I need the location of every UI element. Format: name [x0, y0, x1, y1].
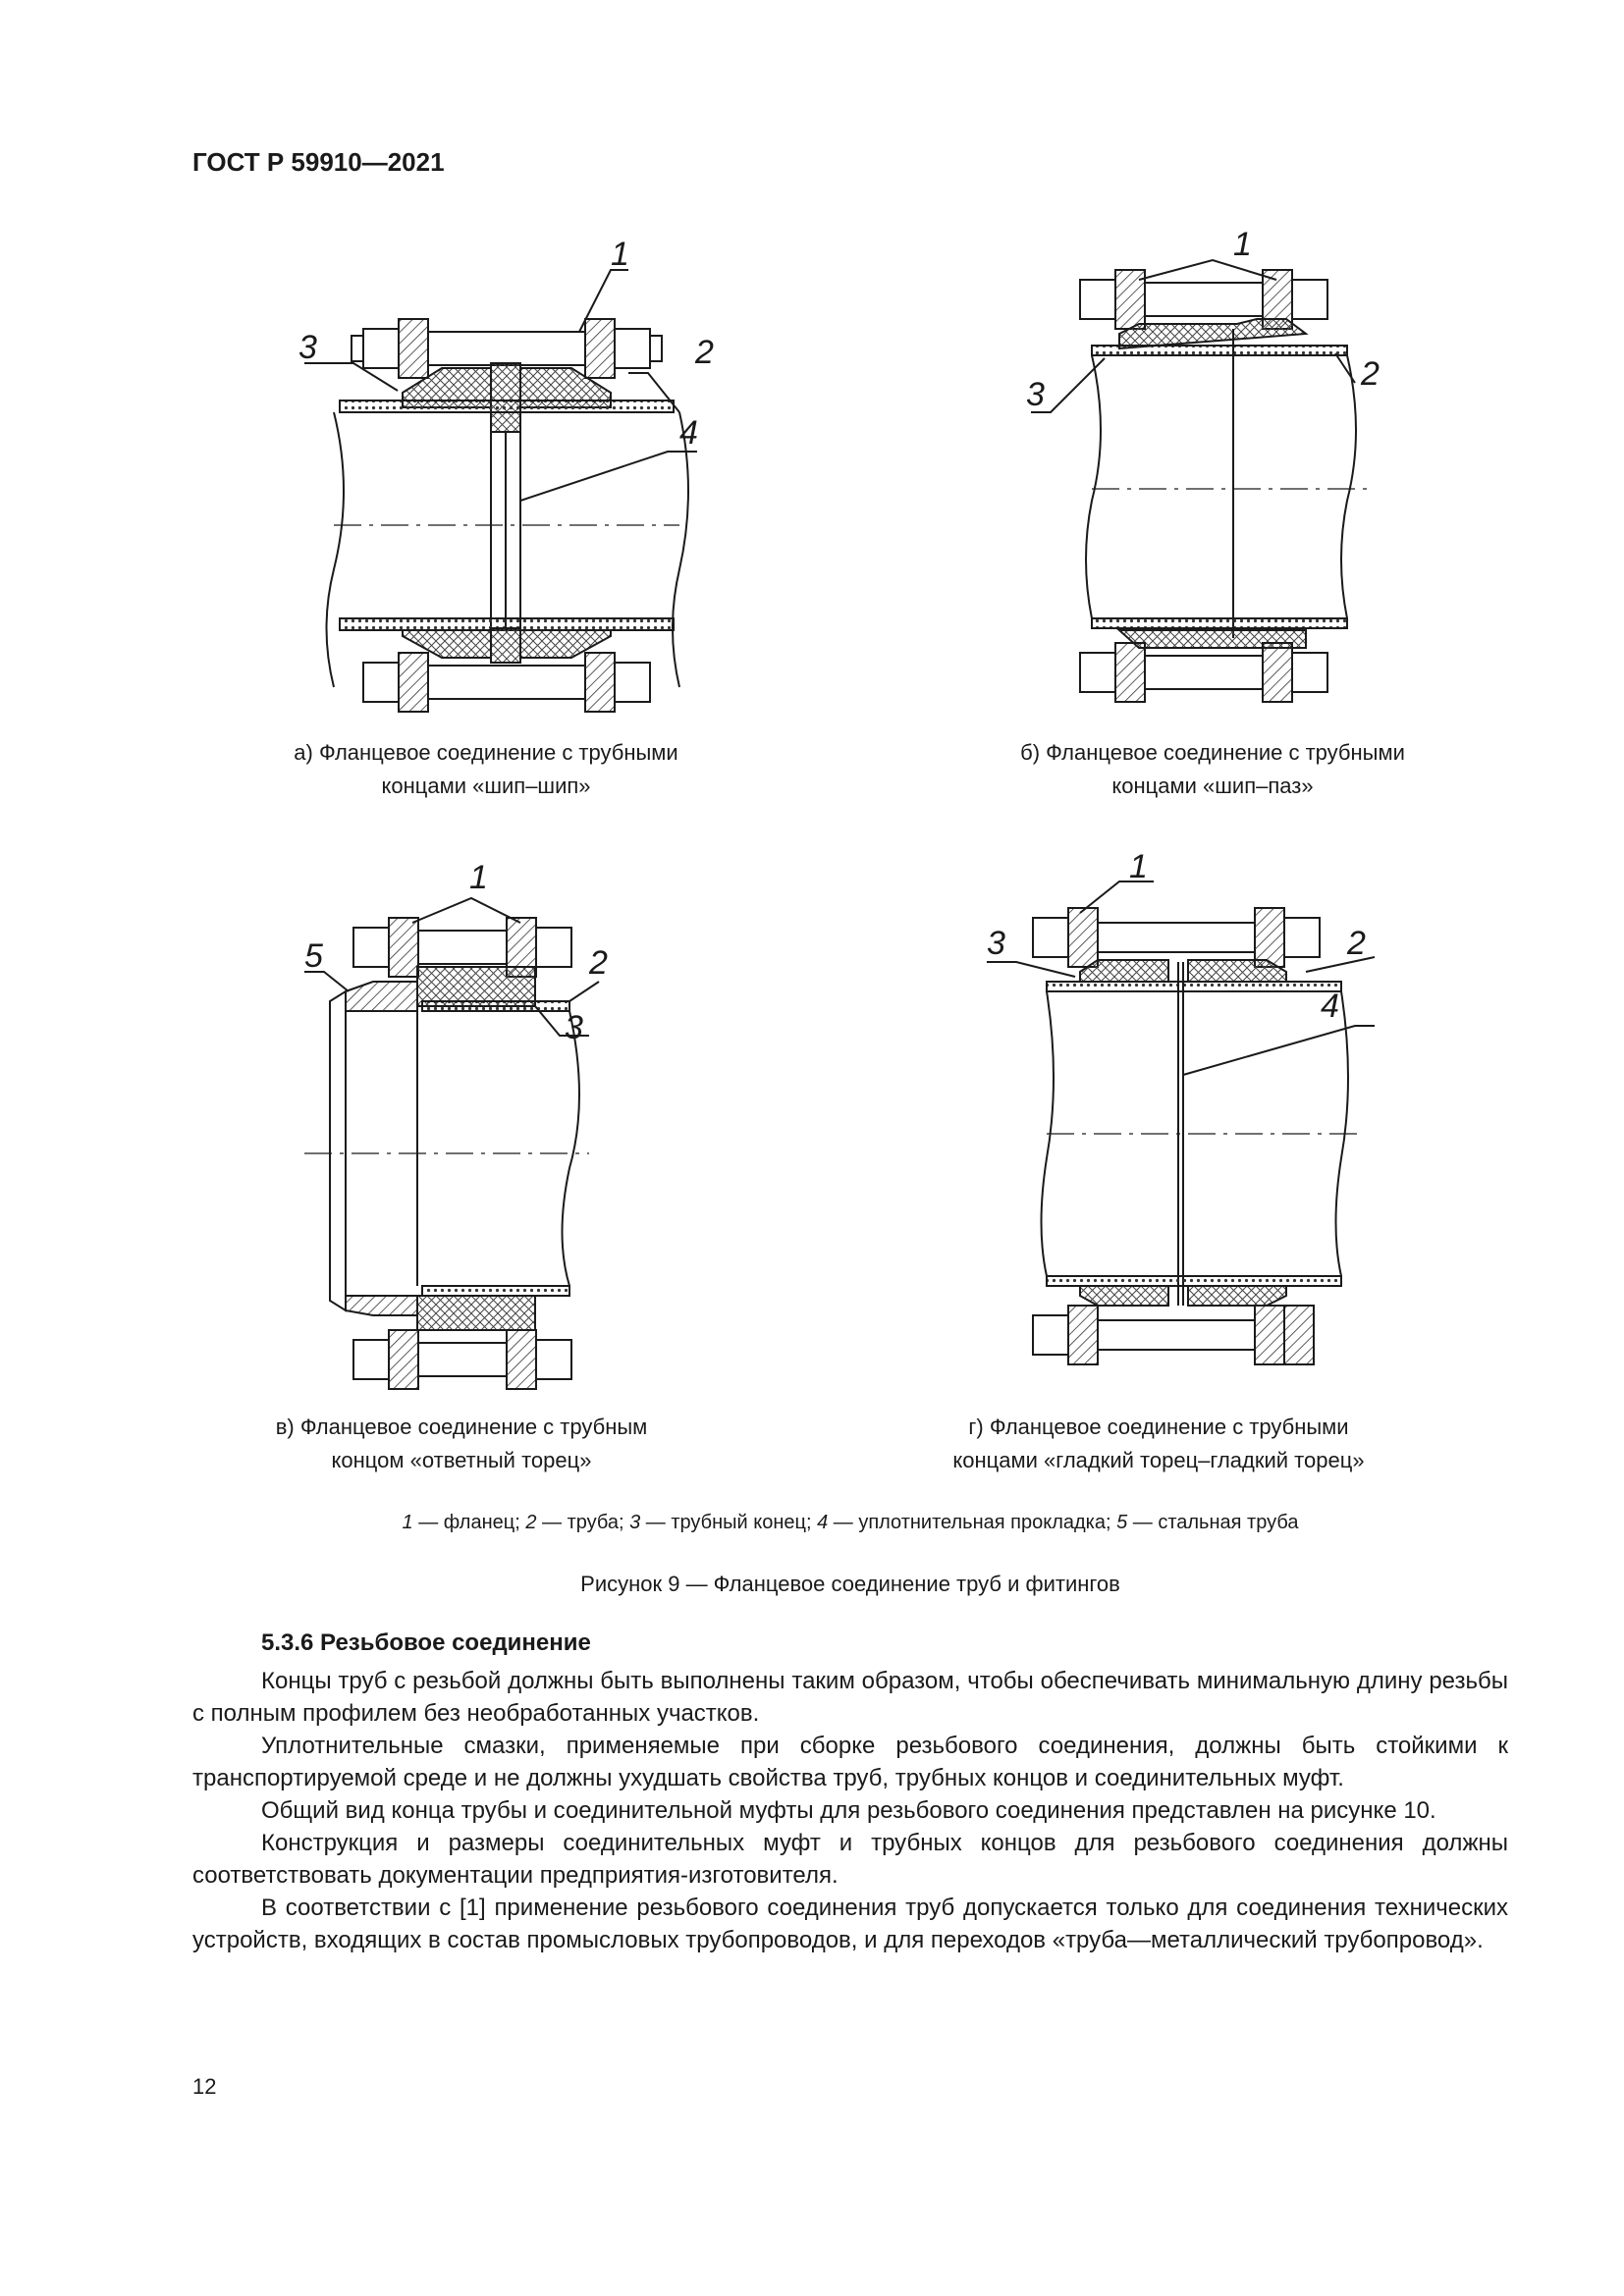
fig-d-label-1: 1: [1129, 848, 1148, 885]
figure-c-caption: в) Фланцевое соединение с трубным концом «ответный торец»: [275, 1415, 648, 1472]
paragraph: Конструкция и размеры соединительных муфт и трубных концов для резьбового соединения должны соответствовать документации предприятия-изготовителя.: [192, 1830, 1508, 1889]
figure-d: [982, 844, 1414, 1379]
fig-a-label-2: 2: [695, 334, 714, 371]
figure-d-caption: г) Фланцевое соединение с трубными концами «гладкий торец–гладкий торец»: [952, 1415, 1365, 1472]
figure-b-caption: б) Фланцевое соединение с трубными концами «шип–паз»: [1020, 740, 1405, 798]
figure-d-drawing: [982, 844, 1414, 1374]
section-5-3-6: [192, 1628, 1508, 1956]
figure-c: [295, 854, 648, 1409]
document-header: ГОСТ Р 59910—2021: [192, 147, 445, 177]
fig-c-label-3: 3: [565, 1009, 583, 1046]
fig-b-label-3: 3: [1026, 376, 1045, 413]
figure-a-drawing: [295, 226, 746, 726]
fig-d-label-4: 4: [1321, 988, 1339, 1025]
paragraph: Общий вид конца трубы и соединительной муфты для резьбового соединения представлен на рисунке 10.: [261, 1797, 1436, 1824]
section-heading: 5.3.6 Резьбовое соединение: [261, 1629, 591, 1656]
fig-a-label-1: 1: [611, 236, 629, 273]
fig-b-label-2: 2: [1361, 355, 1380, 393]
fig-c-label-2: 2: [589, 944, 608, 982]
fig-c-label-1: 1: [469, 859, 488, 896]
fig-d-label-3: 3: [987, 925, 1005, 962]
figure-title: Рисунок 9 — Фланцевое соединение труб и фитингов: [580, 1572, 1120, 1596]
figure-a-caption: а) Фланцевое соединение с трубными концами «шип–шип»: [294, 740, 678, 798]
figure-c-drawing: [295, 854, 648, 1404]
paragraph: В соответствии с [1] применение резьбового соединения труб допускается только для соединения технических устройств, входящих в состав промысловых трубопроводов, и для переходов «труба—металлический трубопровод».: [192, 1895, 1508, 1953]
fig-c-label-5: 5: [304, 937, 323, 975]
figure-b-drawing: [1011, 226, 1424, 707]
figure-b: [1011, 226, 1424, 712]
paragraph: Уплотнительные смазки, применяемые при сборке резьбового соединения, должны быть стойкими к транспортируемой среде и не должны ухудшать свойства труб, трубных концов и соединительных муфт.: [192, 1733, 1508, 1791]
fig-a-label-4: 4: [679, 414, 698, 452]
paragraph: Концы труб с резьбой должны быть выполнены таким образом, чтобы обеспечивать минимальную длину резьбы с полным профилем без необработанных участков.: [192, 1668, 1508, 1727]
page-number: 12: [192, 2074, 217, 2099]
figure-a: [295, 226, 746, 731]
fig-b-label-1: 1: [1233, 226, 1252, 263]
fig-a-label-3: 3: [298, 329, 317, 366]
fig-d-label-2: 2: [1347, 925, 1366, 962]
figure-legend: 1 — фланец; 2 — труба; 3 — трубный конец; 4 — уплотнительная прокладка; 5 — стальная труба: [402, 1512, 1299, 1533]
